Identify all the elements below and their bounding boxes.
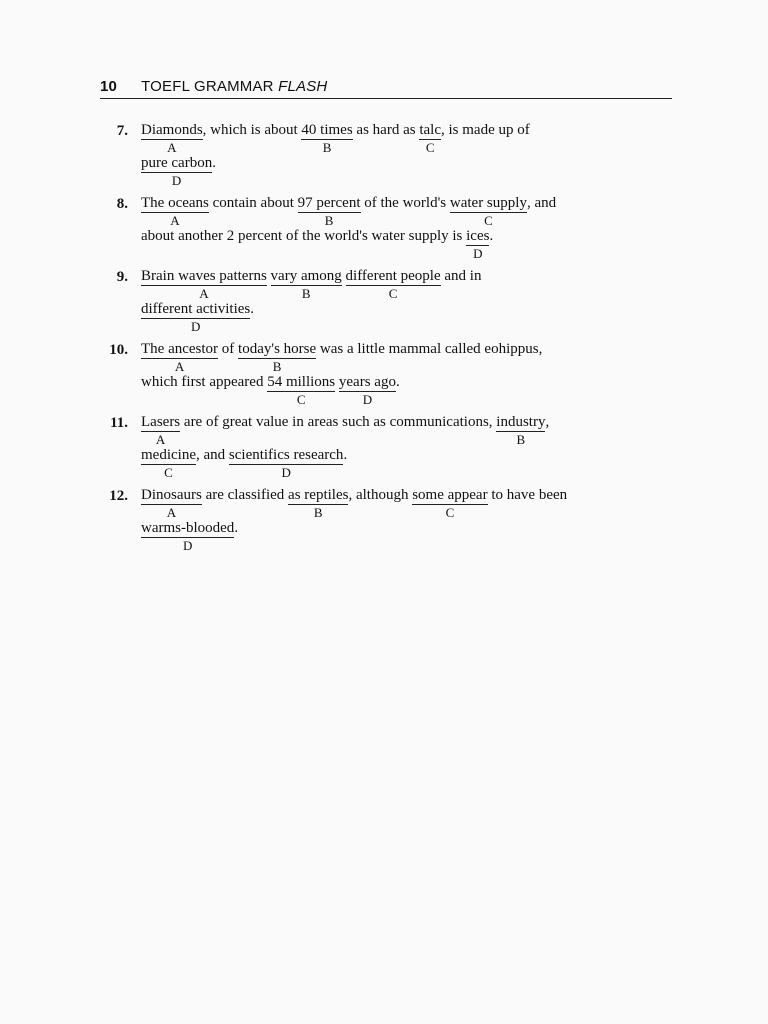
question-number: 12. bbox=[109, 488, 128, 504]
option-letter: C bbox=[164, 465, 173, 480]
option-text: years ago bbox=[338, 374, 396, 390]
option-letter: A bbox=[155, 432, 166, 447]
plain-text: . bbox=[234, 520, 239, 536]
plain-text: and in bbox=[440, 268, 482, 284]
option-text: 54 millions bbox=[267, 374, 336, 390]
option-text: as reptiles bbox=[288, 487, 349, 503]
option-text: The ancestor bbox=[141, 341, 219, 357]
option-text: Brain waves patterns bbox=[141, 268, 267, 284]
plain-text: , which is about bbox=[202, 122, 302, 138]
underlined-option bbox=[267, 374, 335, 407]
underlined-option bbox=[301, 122, 352, 155]
question-item bbox=[100, 268, 672, 334]
plain-text: , is made up of bbox=[440, 122, 530, 138]
underlined-option bbox=[412, 487, 487, 520]
question-line bbox=[141, 122, 672, 155]
option-letter: C bbox=[445, 505, 455, 520]
underlined-option bbox=[141, 341, 218, 374]
option-letter: C bbox=[388, 286, 398, 301]
option-text: Dinosaurs bbox=[141, 487, 202, 503]
plain-text: about another 2 percent of the world's water supply is bbox=[141, 228, 467, 244]
plain-text: , although bbox=[348, 487, 413, 503]
question-number: 9. bbox=[116, 269, 128, 285]
page-header bbox=[100, 78, 672, 99]
underlined-option bbox=[271, 268, 342, 301]
plain-text: , and bbox=[195, 447, 229, 463]
plain-text: , bbox=[545, 414, 550, 430]
option-letter: A bbox=[167, 140, 177, 155]
option-text: scientifics research bbox=[228, 447, 344, 463]
plain-text: . bbox=[395, 374, 400, 390]
option-letter: A bbox=[166, 505, 177, 520]
underlined-option bbox=[141, 414, 180, 447]
question-line bbox=[141, 195, 672, 228]
plain-text: . bbox=[250, 301, 255, 317]
question-line bbox=[141, 520, 672, 553]
option-letter: B bbox=[313, 505, 323, 520]
question-number: 11. bbox=[110, 415, 128, 431]
option-text: water supply bbox=[449, 195, 527, 211]
option-letter: B bbox=[272, 359, 282, 374]
option-letter: B bbox=[322, 140, 332, 155]
option-text: some appear bbox=[412, 487, 488, 503]
underlined-option bbox=[419, 122, 441, 155]
question-line bbox=[141, 301, 672, 334]
option-text: Lasers bbox=[141, 414, 181, 430]
book-title: TOEFL GRAMMAR bbox=[141, 78, 274, 95]
book-title-italic: FLASH bbox=[278, 78, 328, 95]
underlined-option bbox=[238, 341, 316, 374]
option-text: Diamonds bbox=[141, 122, 203, 138]
option-letter: D bbox=[473, 246, 483, 261]
underlined-option bbox=[141, 447, 196, 480]
option-letter: C bbox=[296, 392, 306, 407]
plain-text: are classified bbox=[201, 487, 289, 503]
plain-text: , and bbox=[526, 195, 557, 211]
question-item bbox=[100, 414, 672, 480]
underlined-option bbox=[339, 374, 396, 407]
option-text: vary among bbox=[270, 268, 342, 284]
option-letter: A bbox=[170, 213, 180, 228]
question-item bbox=[100, 195, 672, 261]
question-line bbox=[141, 414, 672, 447]
option-text: ices bbox=[466, 228, 490, 244]
plain-text: contain about bbox=[208, 195, 298, 211]
underlined-option bbox=[141, 122, 203, 155]
option-text: industry bbox=[496, 414, 546, 430]
underlined-option bbox=[466, 228, 489, 261]
option-letter: D bbox=[362, 392, 373, 407]
option-letter: A bbox=[174, 359, 185, 374]
option-text: 40 times bbox=[301, 122, 353, 138]
underlined-option bbox=[298, 195, 361, 228]
question-line bbox=[141, 341, 672, 374]
option-text: different people bbox=[345, 268, 441, 284]
plain-text: to have been bbox=[487, 487, 568, 503]
plain-text: as hard as bbox=[352, 122, 420, 138]
option-text: pure carbon bbox=[141, 155, 213, 171]
option-letter: B bbox=[324, 213, 334, 228]
question-line bbox=[141, 374, 672, 407]
question-line bbox=[141, 228, 672, 261]
option-letter: A bbox=[199, 286, 209, 301]
option-text: 97 percent bbox=[297, 195, 361, 211]
underlined-option bbox=[141, 301, 250, 334]
option-text: different activities bbox=[141, 301, 251, 317]
option-letter: D bbox=[190, 319, 201, 334]
underlined-option bbox=[141, 268, 267, 301]
question-line bbox=[141, 487, 672, 520]
option-letter: B bbox=[301, 286, 311, 301]
option-letter: D bbox=[281, 465, 291, 480]
question-number: 10. bbox=[109, 342, 128, 358]
question-line bbox=[141, 268, 672, 301]
underlined-option bbox=[141, 195, 209, 228]
underlined-option bbox=[288, 487, 348, 520]
question-line bbox=[141, 447, 672, 480]
option-letter: C bbox=[425, 140, 435, 155]
option-letter: B bbox=[516, 432, 526, 447]
plain-text: of the world's bbox=[360, 195, 450, 211]
question-item bbox=[100, 487, 672, 553]
option-letter: C bbox=[484, 213, 493, 228]
plain-text: . bbox=[212, 155, 216, 171]
question-number: 8. bbox=[116, 196, 128, 212]
underlined-option bbox=[450, 195, 527, 228]
page-number: 10 bbox=[100, 78, 118, 95]
option-text: The oceans bbox=[141, 195, 209, 211]
plain-text: . bbox=[489, 228, 494, 244]
plain-text: of bbox=[218, 341, 239, 357]
underlined-option bbox=[346, 268, 441, 301]
question-number: 7. bbox=[116, 123, 128, 139]
option-letter: D bbox=[182, 538, 193, 553]
question-item bbox=[100, 122, 672, 188]
option-text: talc bbox=[419, 122, 441, 138]
question-list bbox=[100, 122, 672, 560]
option-text: medicine bbox=[141, 447, 196, 463]
underlined-option bbox=[141, 487, 202, 520]
underlined-option bbox=[141, 520, 234, 553]
plain-text: was a little mammal called eohippus, bbox=[316, 341, 543, 357]
underlined-option bbox=[141, 155, 212, 188]
option-text: warms-blooded bbox=[141, 520, 235, 536]
underlined-option bbox=[496, 414, 545, 447]
underlined-option bbox=[229, 447, 344, 480]
option-text: today's horse bbox=[238, 341, 317, 357]
question-line bbox=[141, 155, 672, 188]
plain-text: . bbox=[343, 447, 348, 463]
question-item bbox=[100, 341, 672, 407]
plain-text: are of great value in areas such as communications, bbox=[180, 414, 497, 430]
plain-text: which first appeared bbox=[141, 374, 268, 390]
option-letter: D bbox=[171, 173, 182, 188]
